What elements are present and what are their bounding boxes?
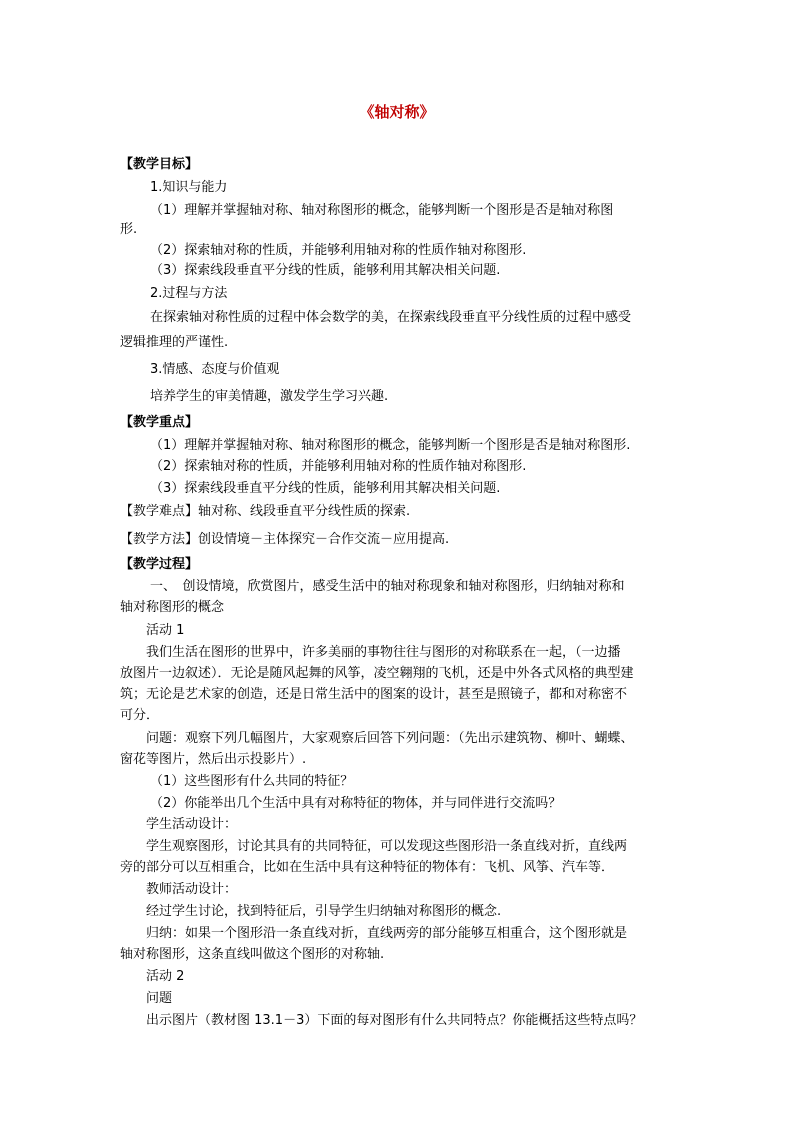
question-item: （2）你能举出几个生活中具有对称特征的物体，并与同伴进行交流吗？	[150, 796, 562, 811]
activity-label: 活动 2	[146, 969, 185, 984]
student-activity-label: 学生活动设计：	[146, 817, 238, 832]
subheading-attitude: 3.情感、态度与价值观	[150, 362, 280, 377]
paragraph-line: 可分．	[120, 708, 160, 723]
key-point-line: （3）探索线段垂直平分线的性质，能够利用其解决相关问题.	[150, 481, 501, 496]
teacher-activity-label: 教师活动设计：	[146, 882, 238, 897]
paragraph-line: 出示图片（教材图 13.1－3）下面的每对图形有什么共同特点？你能概括这些特点吗？	[146, 1013, 643, 1028]
attitude-line: 培养学生的审美情趣，激发学生学习兴趣.	[150, 389, 389, 404]
objective-line: （3）探索线段垂直平分线的性质，能够利用其解决相关问题.	[150, 263, 501, 278]
section-heading-key-points: 【教学重点】	[120, 415, 199, 430]
paragraph-line: 我们生活在图形的世界中，许多美丽的事物往往与图形的对称联系在一起，（一边播	[146, 645, 621, 660]
section-heading-process: 【教学过程】	[120, 557, 199, 572]
question-label: 问题	[146, 991, 173, 1006]
key-point-line: （1）理解并掌握轴对称、轴对称图形的概念，能够判断一个图形是否是轴对称图形.	[150, 438, 631, 453]
section-method: 【教学方法】创设情境－主体探究－合作交流－应用提高.	[120, 532, 450, 547]
process-step-line: 一、 创设情境，欣赏图片，感受生活中的轴对称现象和轴对称图形，归纳轴对称和	[150, 579, 625, 594]
activity-label: 活动 1	[146, 623, 185, 638]
paragraph-line: 学生观察图形，讨论其具有的共同特征，可以发现这些图形沿一条直线对折，直线两	[146, 839, 628, 854]
key-point-line: （2）探索轴对称的性质，并能够利用轴对称的性质作轴对称图形.	[150, 459, 527, 474]
paragraph-line: 筑；无论是艺术家的创造，还是日常生活中的图案的设计，甚至是照镜子，都和对称密不	[120, 687, 628, 702]
question-item: （1）这些图形有什么共同的特征？	[150, 774, 354, 789]
paragraph-line: 放图片一边叙述）．无论是随风起舞的风筝，凌空翱翔的飞机，还是中外各式风格的典型建	[120, 666, 634, 681]
objective-line: （2）探索轴对称的性质，并能够利用轴对称的性质作轴对称图形.	[150, 243, 527, 258]
definition-line: 轴对称图形，这条直线叫做这个图形的对称轴.	[120, 947, 385, 962]
document-title: 《轴对称》	[359, 103, 435, 121]
paragraph-line: 经过学生讨论，找到特征后，引导学生归纳轴对称图形的概念.	[146, 904, 502, 919]
process-line: 逻辑推理的严谨性.	[120, 335, 229, 350]
paragraph-line: 旁的部分可以互相重合，比如在生活中具有这种特征的物体有：飞机、风筝、汽车等．	[120, 860, 615, 875]
objective-line: （1）理解并掌握轴对称、轴对称图形的概念，能够判断一个图形是否是轴对称图	[150, 203, 614, 218]
process-step-line: 轴对称图形的概念	[120, 600, 225, 615]
section-heading-objectives: 【教学目标】	[120, 157, 199, 172]
process-line: 在探索轴对称性质的过程中体会数学的美，在探索线段垂直平分线性质的过程中感受	[150, 310, 632, 325]
objective-line: 形.	[120, 222, 138, 237]
subheading-knowledge: 1.知识与能力	[150, 180, 228, 195]
subheading-process: 2.过程与方法	[150, 286, 228, 301]
section-difficulty: 【教学难点】轴对称、线段垂直平分线性质的探索.	[120, 504, 411, 519]
definition-line: 归纳：如果一个图形沿一条直线对折，直线两旁的部分能够互相重合，这个图形就是	[146, 926, 628, 941]
question-line: 问题：观察下列几幅图片，大家观察后回答下列问题：（先出示建筑物、柳叶、蝴蝶、	[146, 731, 634, 746]
question-line: 窗花等图片，然后出示投影片）.	[120, 752, 307, 767]
